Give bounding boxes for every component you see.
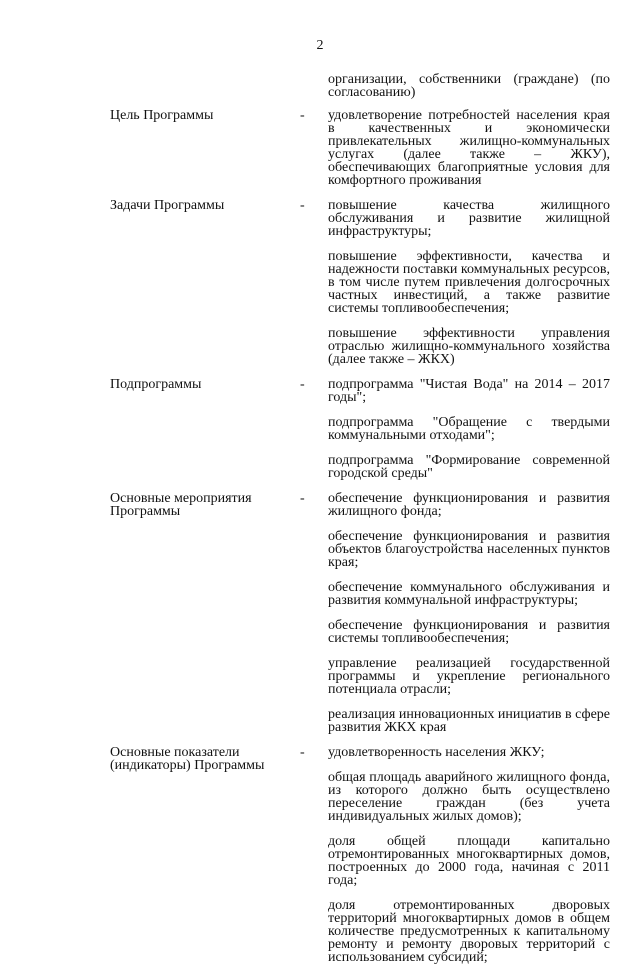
section-label: Основные показатели (индикаторы) Программы — [110, 745, 265, 773]
content-paragraph: обеспечение функционирования и развития объектов благоустройства населенных пунктов края; — [328, 529, 610, 570]
section-dash: - — [300, 108, 305, 123]
passport-table — [110, 71, 610, 974]
content-paragraph: повышение эффективности управления отраслью жилищно-коммунального хозяйства (далее также – ЖКХ) — [328, 326, 610, 367]
content-paragraph: реализация инновационных инициатив в сфере развития ЖКХ края — [328, 707, 610, 735]
section-dash: - — [300, 198, 305, 213]
section-label — [110, 71, 296, 73]
content-paragraph: удовлетворенность населения ЖКУ; — [328, 745, 545, 760]
section-label: Цель Программы — [110, 108, 214, 123]
content-paragraph: доля общей площади капитально отремонтированных многоквартирных домов, построенных до 2000 года, начиная с 2011 года; — [328, 834, 610, 888]
section-label: Подпрограммы — [110, 377, 202, 392]
section-continuation — [110, 71, 610, 107]
content-paragraph: повышение эффективности, качества и надежности поставки коммунальных ресурсов, в том числе путем привлечения долгосрочных частных инвестиций, а также развитие системы топливообеспечения; — [328, 249, 610, 316]
section-content — [328, 197, 610, 376]
section-tasks — [110, 197, 610, 376]
section-content — [328, 490, 610, 744]
section-dash — [296, 71, 328, 73]
section-indicators — [110, 744, 610, 974]
section-content — [328, 107, 610, 197]
section-dash: - — [300, 491, 305, 506]
section-content — [328, 376, 610, 490]
content-paragraph: повышение качества жилищного обслуживания и развитие жилищной инфраструктуры; — [328, 198, 610, 239]
content-paragraph: обеспечение коммунального обслуживания и развития коммунальной инфраструктуры; — [328, 580, 610, 608]
content-paragraph: общая площадь аварийного жилищного фонда, из которого должно быть осуществлено переселение граждан (без учета индивидуальных жилых домов); — [328, 770, 610, 824]
content-paragraph: доля отремонтированных дворовых территорий многоквартирных домов в общем количестве предусмотренных к капитальному ремонту и ремонту дворовых территорий с использованием субсидий; — [328, 898, 610, 965]
section-label: Основные мероприятия Программы — [110, 491, 252, 519]
section-dash: - — [300, 377, 305, 392]
section-goal — [110, 107, 610, 197]
content-paragraph: организации, собственники (граждане) (по согласованию) — [328, 72, 610, 100]
content-paragraph: подпрограмма "Обращение с твердыми коммунальными отходами"; — [328, 415, 610, 443]
section-label: Задачи Программы — [110, 198, 225, 213]
section-main-activities — [110, 490, 610, 744]
section-content — [328, 71, 610, 107]
content-paragraph: подпрограмма "Формирование современной городской среды" — [328, 453, 610, 481]
section-subprograms — [110, 376, 610, 490]
content-paragraph: обеспечение функционирования и развития жилищного фонда; — [328, 491, 610, 519]
content-paragraph: управление реализацией государственной программы и укрепление регионального потенциала отрасли; — [328, 656, 610, 697]
content-paragraph: подпрограмма "Чистая Вода" на 2014 – 2017 годы"; — [328, 377, 610, 405]
content-paragraph: обеспечение функционирования и развития системы топливообеспечения; — [328, 618, 610, 646]
content-paragraph: удовлетворение потребностей населения края в качественных и экономически привлекательных жилищно-коммунальных услугах (далее также – ЖКУ), обеспечивающих благоприятные условия для комфортного проживания — [328, 108, 610, 188]
page-number: 2 — [316, 38, 324, 53]
section-content — [328, 744, 610, 974]
section-dash: - — [300, 745, 305, 760]
